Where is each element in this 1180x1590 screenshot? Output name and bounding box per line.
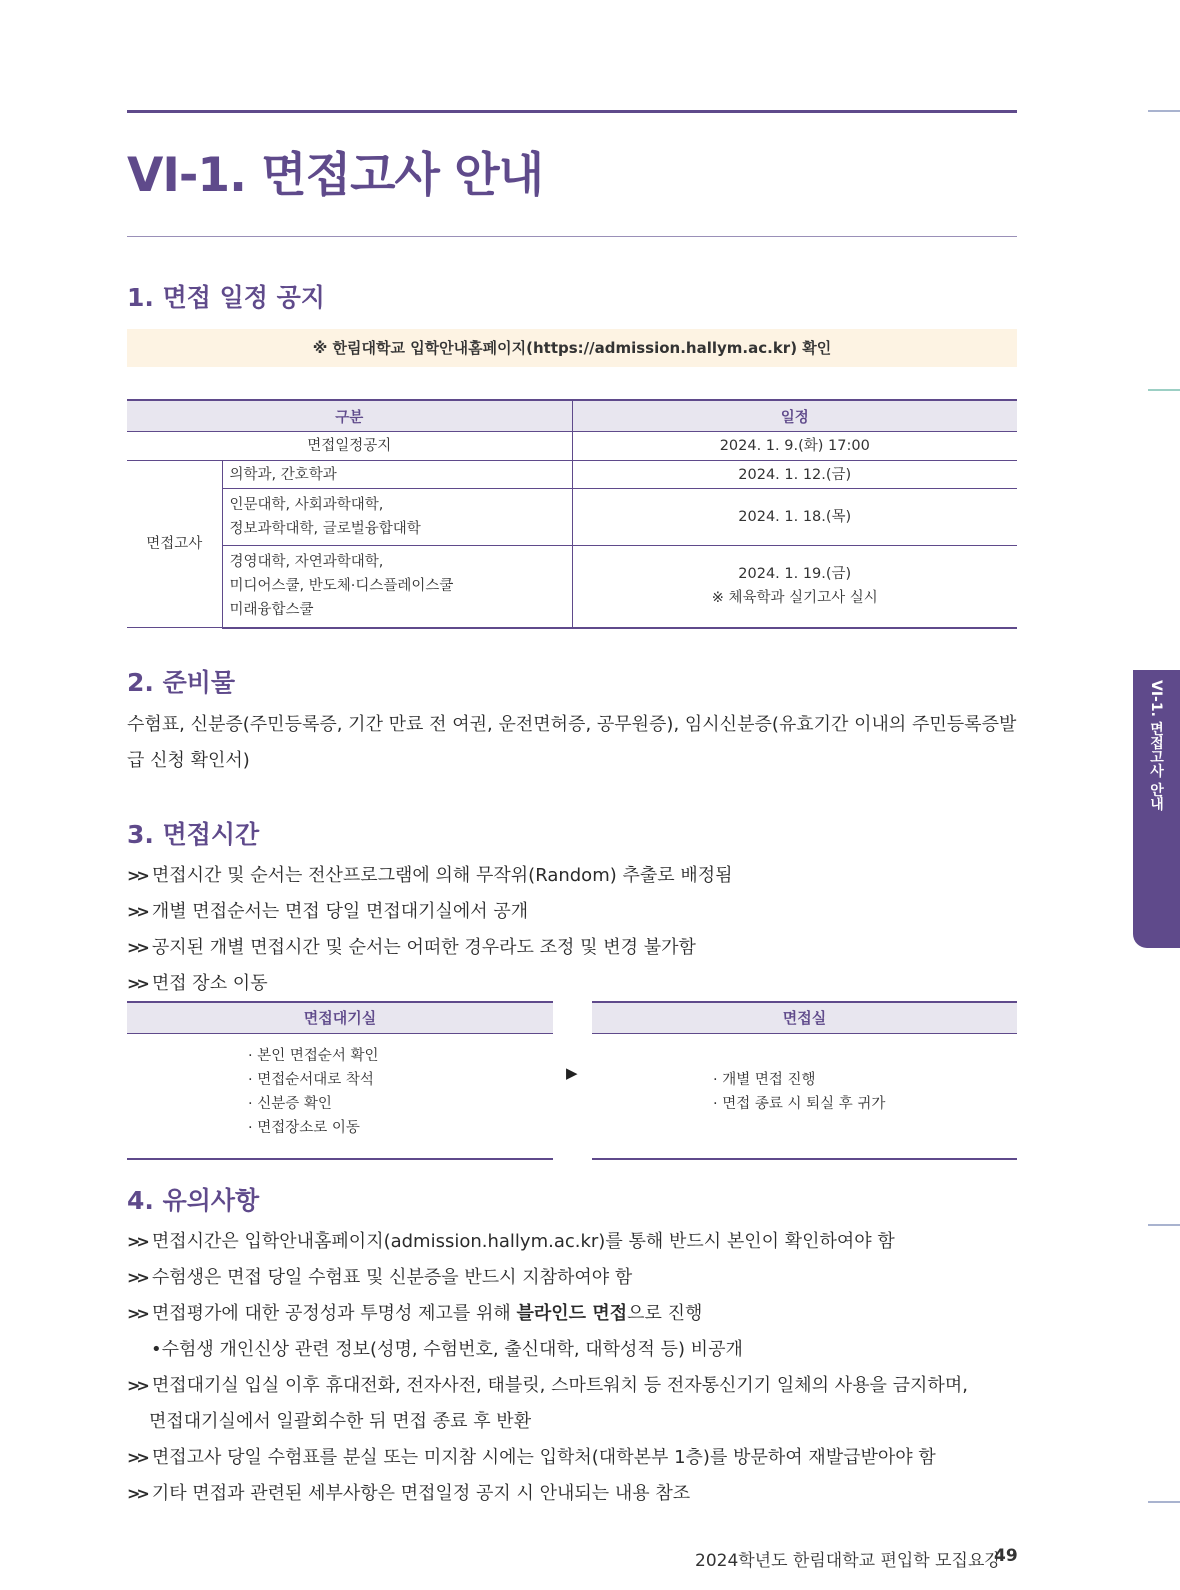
- list-item-text: 면접 장소 이동: [151, 973, 268, 994]
- list-item: · 본인 면접순서 확인: [248, 1048, 379, 1064]
- row3-colleges-line1: 경영대학, 자연과학대학,: [229, 554, 384, 571]
- row2-date: 2024. 1. 18.(목): [572, 489, 1017, 546]
- section3-heading: 3. 면접시간: [127, 820, 260, 849]
- double-chevron-icon: >>: [127, 1232, 146, 1251]
- list-item-text: 면접시간은 입학안내홈페이지(admission.hallym.ac.kr)를 통해 반드시 본인이 확인하여야 함: [151, 1231, 895, 1252]
- list-item-text: 면접시간 및 순서는 전산프로그램에 의해 무작위(Random) 추출로 배정됨: [151, 865, 733, 886]
- list-item: · 개별 면접 진행: [713, 1072, 816, 1088]
- section2-heading: 2. 준비물: [127, 668, 236, 697]
- table-row: [127, 432, 1017, 461]
- list-item: [127, 966, 1027, 1002]
- section1-heading: 1. 면접 일정 공지: [127, 283, 325, 312]
- list-item: [127, 1224, 1027, 1260]
- row2-colleges-line2: 정보과학대학, 글로벌융합대학: [229, 521, 421, 537]
- table-row: [127, 489, 1017, 546]
- list-item: [127, 858, 1027, 894]
- double-chevron-icon: >>: [127, 1484, 146, 1503]
- interview-room-box: [592, 1001, 1017, 1160]
- double-chevron-icon: >>: [127, 938, 146, 957]
- row1-colleges: 의학과, 간호학과: [222, 461, 572, 489]
- list-item-continuation: 면접대기실에서 일괄회수한 뒤 면접 종료 후 반환: [149, 1411, 532, 1432]
- section4-list: [127, 1224, 1027, 1512]
- list-item: · 면접순서대로 착석: [248, 1072, 374, 1088]
- row1-date: 2024. 1. 12.(금): [572, 461, 1017, 489]
- list-item: · 면접장소로 이동: [248, 1120, 360, 1136]
- list-item: [127, 1476, 1027, 1512]
- blind-interview-emphasis: 블라인드 면접: [516, 1303, 628, 1324]
- double-chevron-icon: >>: [127, 1448, 146, 1467]
- list-item-text: 으로 진행: [627, 1303, 703, 1324]
- table-header-row: [127, 400, 1017, 432]
- row3-colleges-line2: 미디어스쿨, 반도체·디스플레이스쿨: [229, 578, 454, 595]
- double-chevron-icon: >>: [127, 902, 146, 921]
- row3-note: ※ 체육학과 실기고사 실시: [711, 590, 878, 607]
- table-row: [127, 546, 1017, 628]
- list-item: [127, 894, 1027, 930]
- top-rule: [127, 110, 1017, 113]
- list-item-text: 기타 면접과 관련된 세부사항은 면접일정 공지 시 안내되는 내용 참조: [151, 1483, 691, 1504]
- list-item: [127, 930, 1027, 966]
- list-item: [127, 1440, 1027, 1476]
- footer-book-title: 2024학년도 한림대학교 편입학 모집요강: [695, 1551, 1001, 1571]
- side-tab-label: VI-1. 면접고사 안내: [1148, 680, 1164, 811]
- edge-tick: [1148, 1224, 1180, 1226]
- edge-tick: [1148, 1501, 1180, 1503]
- list-item: · 신분증 확인: [248, 1096, 332, 1112]
- waiting-room-box: [127, 1001, 553, 1160]
- list-item-text: 개별 면접순서는 면접 당일 면접대기실에서 공개: [151, 901, 529, 922]
- section3-list: [127, 858, 1027, 1002]
- double-chevron-icon: >>: [127, 866, 146, 885]
- list-item-text: 면접고사 당일 수험표를 분실 또는 미지참 시에는 입학처(대학본부 1층)를 방문하여 재발급받아야 함: [151, 1447, 936, 1468]
- interview-room-title: 면접실: [592, 1001, 1017, 1034]
- col-category: 구분: [127, 400, 572, 432]
- list-item: [127, 1260, 1027, 1296]
- double-chevron-icon: >>: [127, 1376, 146, 1395]
- row-notice-date: 2024. 1. 9.(화) 17:00: [572, 432, 1017, 461]
- waiting-room-items: [127, 1034, 553, 1160]
- page-number: 49: [994, 1546, 1018, 1566]
- row-notice-label: 면접일정공지: [127, 432, 572, 461]
- list-item: [127, 1368, 1027, 1404]
- list-item-text: 공지된 개별 면접시간 및 순서는 어떠한 경우라도 조정 및 변경 불가함: [151, 937, 696, 958]
- row3-date-cell: [572, 546, 1017, 628]
- list-item-text: 면접대기실 입실 이후 휴대전화, 전자사전, 태블릿, 스마트워치 등 전자통신기기 일체의 사용을 금지하며,: [151, 1375, 968, 1396]
- flow-arrow-icon: ▶: [566, 1064, 578, 1082]
- interview-room-items: [592, 1034, 1017, 1160]
- table-row: [127, 461, 1017, 489]
- row3-colleges: [222, 546, 572, 628]
- list-item-text: 수험생은 면접 당일 수험표 및 신분증을 반드시 지참하여야 함: [151, 1267, 633, 1288]
- section4-heading: 4. 유의사항: [127, 1186, 260, 1215]
- list-subitem: •수험생 개인신상 관련 정보(성명, 수험번호, 출신대학, 대학성적 등) 비공개: [151, 1339, 743, 1360]
- list-item-text: 면접평가에 대한 공정성과 투명성 제고를 위해: [151, 1303, 517, 1324]
- row3-date: 2024. 1. 19.(금): [738, 566, 852, 583]
- title-divider: [127, 236, 1017, 237]
- list-item: [127, 1296, 1027, 1332]
- edge-tick: [1148, 110, 1180, 112]
- section2-text: 수험표, 신분증(주민등록증, 기간 만료 전 여권, 운전면허증, 공무원증), 임시신분증(유효기간 이내의 주민등록증발급 신청 확인서): [127, 714, 1017, 771]
- row2-colleges: [222, 489, 572, 546]
- col-schedule: 일정: [572, 400, 1017, 432]
- double-chevron-icon: >>: [127, 1304, 146, 1323]
- interview-schedule-table: [127, 399, 1017, 629]
- page-title: VI-1. 면접고사 안내: [127, 148, 544, 203]
- exam-label: 면접고사: [127, 461, 222, 628]
- double-chevron-icon: >>: [127, 1268, 146, 1287]
- waiting-room-title: 면접대기실: [127, 1001, 553, 1034]
- notice-banner: ※ 한림대학교 입학안내홈페이지(https://admission.hallym.ac.kr) 확인: [127, 329, 1017, 367]
- row2-colleges-line1: 인문대학, 사회과학대학,: [229, 497, 384, 513]
- row3-colleges-line3: 미래융합스쿨: [229, 602, 314, 619]
- list-item: · 면접 종료 시 퇴실 후 귀가: [713, 1096, 886, 1112]
- edge-tick: [1148, 389, 1180, 391]
- chapter-side-tab: [1133, 670, 1180, 948]
- double-chevron-icon: >>: [127, 974, 146, 993]
